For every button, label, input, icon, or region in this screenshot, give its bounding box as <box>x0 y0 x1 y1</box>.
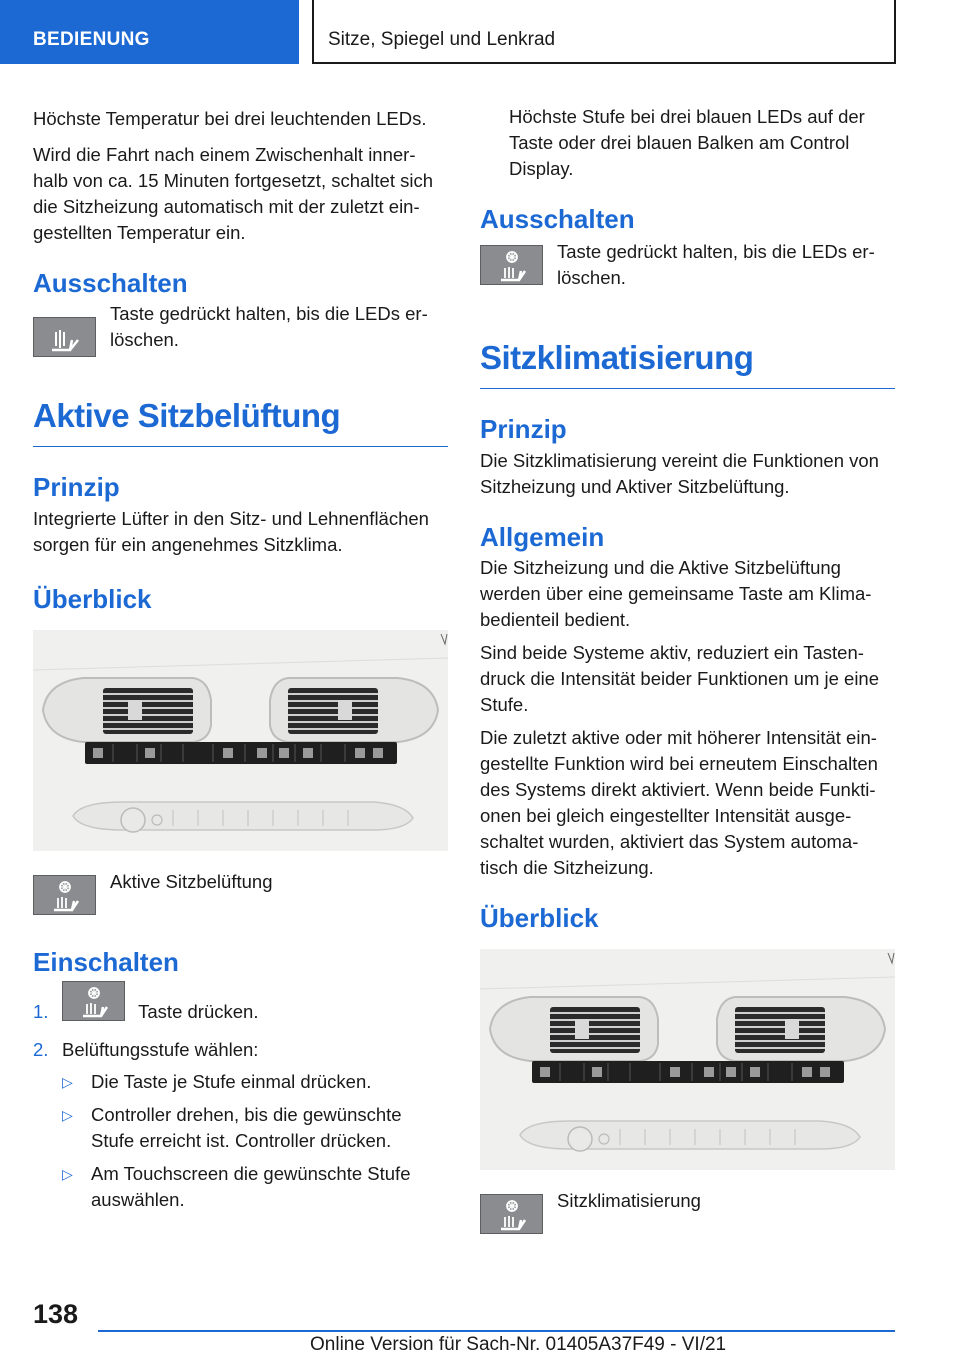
heading-prinzip-right: Prinzip <box>480 414 567 444</box>
right-column <box>480 100 895 1234</box>
bullet-triangle-icon: ▷ <box>62 1166 73 1182</box>
seat-heating-button-row <box>33 303 448 357</box>
ventilation-off-row <box>480 241 895 291</box>
dashboard-photo-right <box>480 949 895 1170</box>
option-2: ▷ Controller drehen, bis die gewünschte Stufe erreicht ist. Controller drücken. <box>62 1104 402 1151</box>
heading-ausschalten-right: Ausschalten <box>480 204 635 234</box>
seat-heating-button-icon <box>33 317 96 357</box>
option-3: ▷ Am Touchscreen die gewünschte Stufe auswählen. <box>62 1163 411 1210</box>
heading-ausschalten-left: Ausschalten <box>33 268 188 298</box>
ventilation-caption: Aktive Sitzbelüftung <box>110 871 273 892</box>
page-number: 138 <box>33 1299 79 1329</box>
right-paragraph-1: Höchste Stufe bei drei blauen LEDs auf der Taste oder drei blauen Balken am Control Display. <box>509 106 865 179</box>
option-1: ▷ Die Taste je Stufe einmal drücken. <box>62 1069 448 1095</box>
header-chapter-title: Sitze, Spiegel und Lenkrad <box>312 0 896 64</box>
heading-prinzip-left: Prinzip <box>33 472 120 502</box>
step-2-options <box>62 1069 448 1213</box>
bullet-triangle-icon: ▷ <box>62 1107 73 1123</box>
ausschalten-left-text: Taste gedrückt halten, bis die LEDs er- löschen. <box>110 303 428 350</box>
heading-einschalten: Einschalten <box>33 947 179 977</box>
heading-ueberblick-left: Überblick <box>33 584 152 614</box>
sitzklima-caption-row <box>480 1190 895 1234</box>
step-2-number: 2. <box>33 1039 49 1060</box>
seat-ventilation-icon <box>33 875 96 915</box>
seat-ventilation-icon <box>62 981 125 1021</box>
footer-divider <box>98 1330 895 1332</box>
left-column <box>33 100 448 1220</box>
prinzip-left-text: Integrierte Lüfter in den Sitz- und Lehnenflächen sorgen für ein angenehmes Sitzklima. <box>33 508 429 555</box>
einschalten-steps <box>33 989 448 1213</box>
heading-allgemein: Allgemein <box>480 522 605 552</box>
step-1-number: 1. <box>33 1001 49 1022</box>
left-paragraph-2: Wird die Fahrt nach einem Zwischenhalt inner- halb von ca. 15 Minuten fortgesetzt, schaltet sich die Sitzheizung automatisch mit der zuletzt ein- gestellten Temperatur ein. <box>33 144 434 243</box>
ventilation-caption-row <box>33 871 448 915</box>
allgemein-paragraph-3: Die zuletzt aktive oder mit höherer Intensität ein- gestellte Funktion wird bei erneutem Einschalten des Systems direkt aktiviert. Wenn beide Funkti- onen bei gleich eingestellter Intensität ausge- schaltet wurden, aktiviert das System automa- tisch die Sitzheizung. <box>480 727 878 878</box>
heading-ueberblick-right: Überblick <box>480 903 599 933</box>
prinzip-right-text: Die Sitzklimatisierung vereint die Funktionen von Sitzheizung und Aktiver Sitzbelüftung. <box>480 450 879 497</box>
dashboard-photo-left <box>33 630 448 851</box>
step-2-text: Belüftungsstufe wählen: <box>62 1039 259 1060</box>
allgemein-paragraph-2: Sind beide Systeme aktiv, reduziert ein Tasten- druck die Intensität beider Funktionen um je eine Stufe. <box>480 642 880 715</box>
footer-online-version: Online Version für Sach-Nr. 01405A37F49 - VI/21 <box>310 1334 727 1355</box>
heading-aktive-sitzbelueftung: Aktive Sitzbelüftung <box>33 397 448 447</box>
allgemein-paragraph-1: Die Sitzheizung und die Aktive Sitzbelüftung werden über eine gemeinsame Taste am Klima- bedienteil bedient. <box>480 557 872 630</box>
ausschalten-right-text: Taste gedrückt halten, bis die LEDs er- löschen. <box>557 241 875 288</box>
step-1-text: Taste drücken. <box>138 1001 259 1022</box>
step-1 <box>33 989 448 1029</box>
heading-sitzklimatisierung: Sitzklimatisierung <box>480 339 895 389</box>
header-section-label: BEDIENUNG <box>0 0 299 64</box>
bullet-triangle-icon: ▷ <box>62 1074 73 1090</box>
sitzklima-caption: Sitzklimatisierung <box>557 1190 701 1211</box>
step-2 <box>33 1037 448 1213</box>
left-paragraph-1: Höchste Temperatur bei drei leuchtenden LEDs. <box>33 108 427 129</box>
seat-ventilation-icon <box>480 245 543 285</box>
seat-climate-icon <box>480 1194 543 1234</box>
